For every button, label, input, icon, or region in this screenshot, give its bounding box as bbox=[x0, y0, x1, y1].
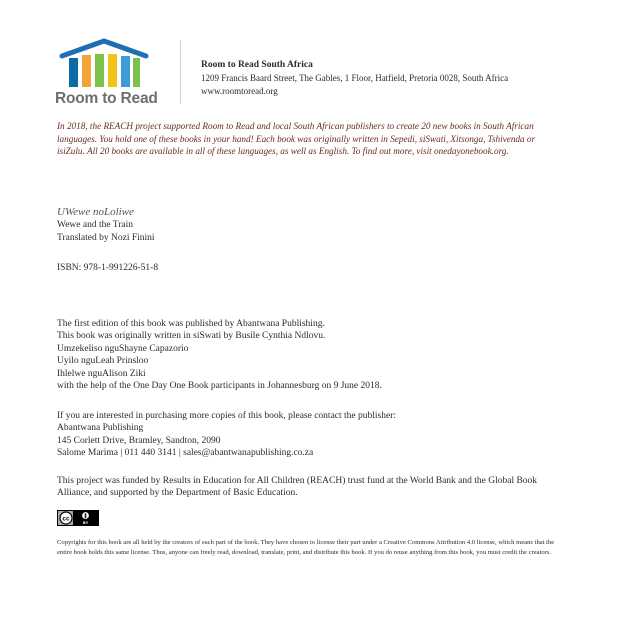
purchase-block bbox=[57, 410, 396, 460]
organization-name: Room to Read South Africa bbox=[201, 60, 313, 70]
organization-info bbox=[201, 59, 508, 98]
logo-wordmark: Room to Read bbox=[55, 90, 158, 107]
by-label: BY bbox=[82, 520, 89, 525]
credit-line: This book was originally written in siSwati by Busile Cynthia Ndlovu. bbox=[57, 331, 326, 342]
organization-website[interactable]: www.roomtoread.org bbox=[201, 86, 278, 96]
funding-text: This project was funded by Results in Education for All Children (REACH) trust fund at the World Bank and the Global Book Alliance, and supported by the Department of Basic Education. bbox=[57, 476, 538, 499]
cc-label: cc bbox=[62, 515, 70, 523]
isbn-text: ISBN: 978-1-991226-51-8 bbox=[57, 263, 159, 273]
publisher-name: Abantwana Publishing bbox=[57, 423, 144, 434]
credits-block bbox=[57, 318, 382, 392]
isbn bbox=[57, 262, 158, 274]
book-title-block bbox=[57, 206, 155, 244]
credit-line: Ihlelwe nguAlison Ziki bbox=[57, 368, 146, 379]
english-title: Wewe and the Train bbox=[57, 220, 134, 231]
credit-line: Umzekeliso nguShayne Capazorio bbox=[57, 343, 189, 354]
copyright-notice: Copyrights for this book are all held by the creators of each part of the book. They have chosen to license their part under a Creative Commons Attribution 4.0 license, which means that the entire book holds this same license. Thus, anyone can freely read, download, translate, print, and distribute this book. If you do reuse anything from this book, you must credit the creators. bbox=[57, 539, 555, 557]
purchase-line: If you are interested in purchasing more copies of this book, please contact the publisher: bbox=[57, 411, 396, 421]
organization-address: 1209 Francis Baard Street, The Gables, 1 Floor, Hatfield, Pretoria 0028, South Africa bbox=[201, 73, 509, 83]
translator-credit: Translated by Nozi Finini bbox=[57, 232, 155, 243]
header-divider bbox=[180, 40, 181, 104]
credit-line: The first edition of this book was published by Abantwana Publishing. bbox=[57, 319, 325, 329]
publisher-address: 145 Corlett Drive, Bramley, Sandton, 2090 bbox=[57, 435, 221, 446]
intro-paragraph: In 2018, the REACH project supported Room to Read and local South African publishers to create 20 new books in South African languages. You hold one of these books in your hand! Each book was originally written in Sepedi, siSwati, Xitsonga, Tshivenda or isiZulu. All 20 books are available in all of these languages, as well as English. To find out more, visit onedayonebook.org. bbox=[57, 121, 536, 157]
room-to-read-logo bbox=[55, 38, 165, 110]
publisher-contact[interactable]: Salome Marima | 011 440 3141 | sales@abantwanapublishing.co.za bbox=[57, 448, 314, 459]
funding-block bbox=[57, 475, 567, 500]
house-books-icon bbox=[59, 38, 149, 90]
cc-by-license-icon[interactable] bbox=[57, 510, 99, 526]
credit-line: with the help of the One Day One Book participants in Johannesburg on 9 June 2018. bbox=[57, 381, 382, 392]
credit-line: Uyilo nguLeah Prinsloo bbox=[57, 356, 149, 367]
original-title: UWewe noLoliwe bbox=[57, 206, 134, 218]
